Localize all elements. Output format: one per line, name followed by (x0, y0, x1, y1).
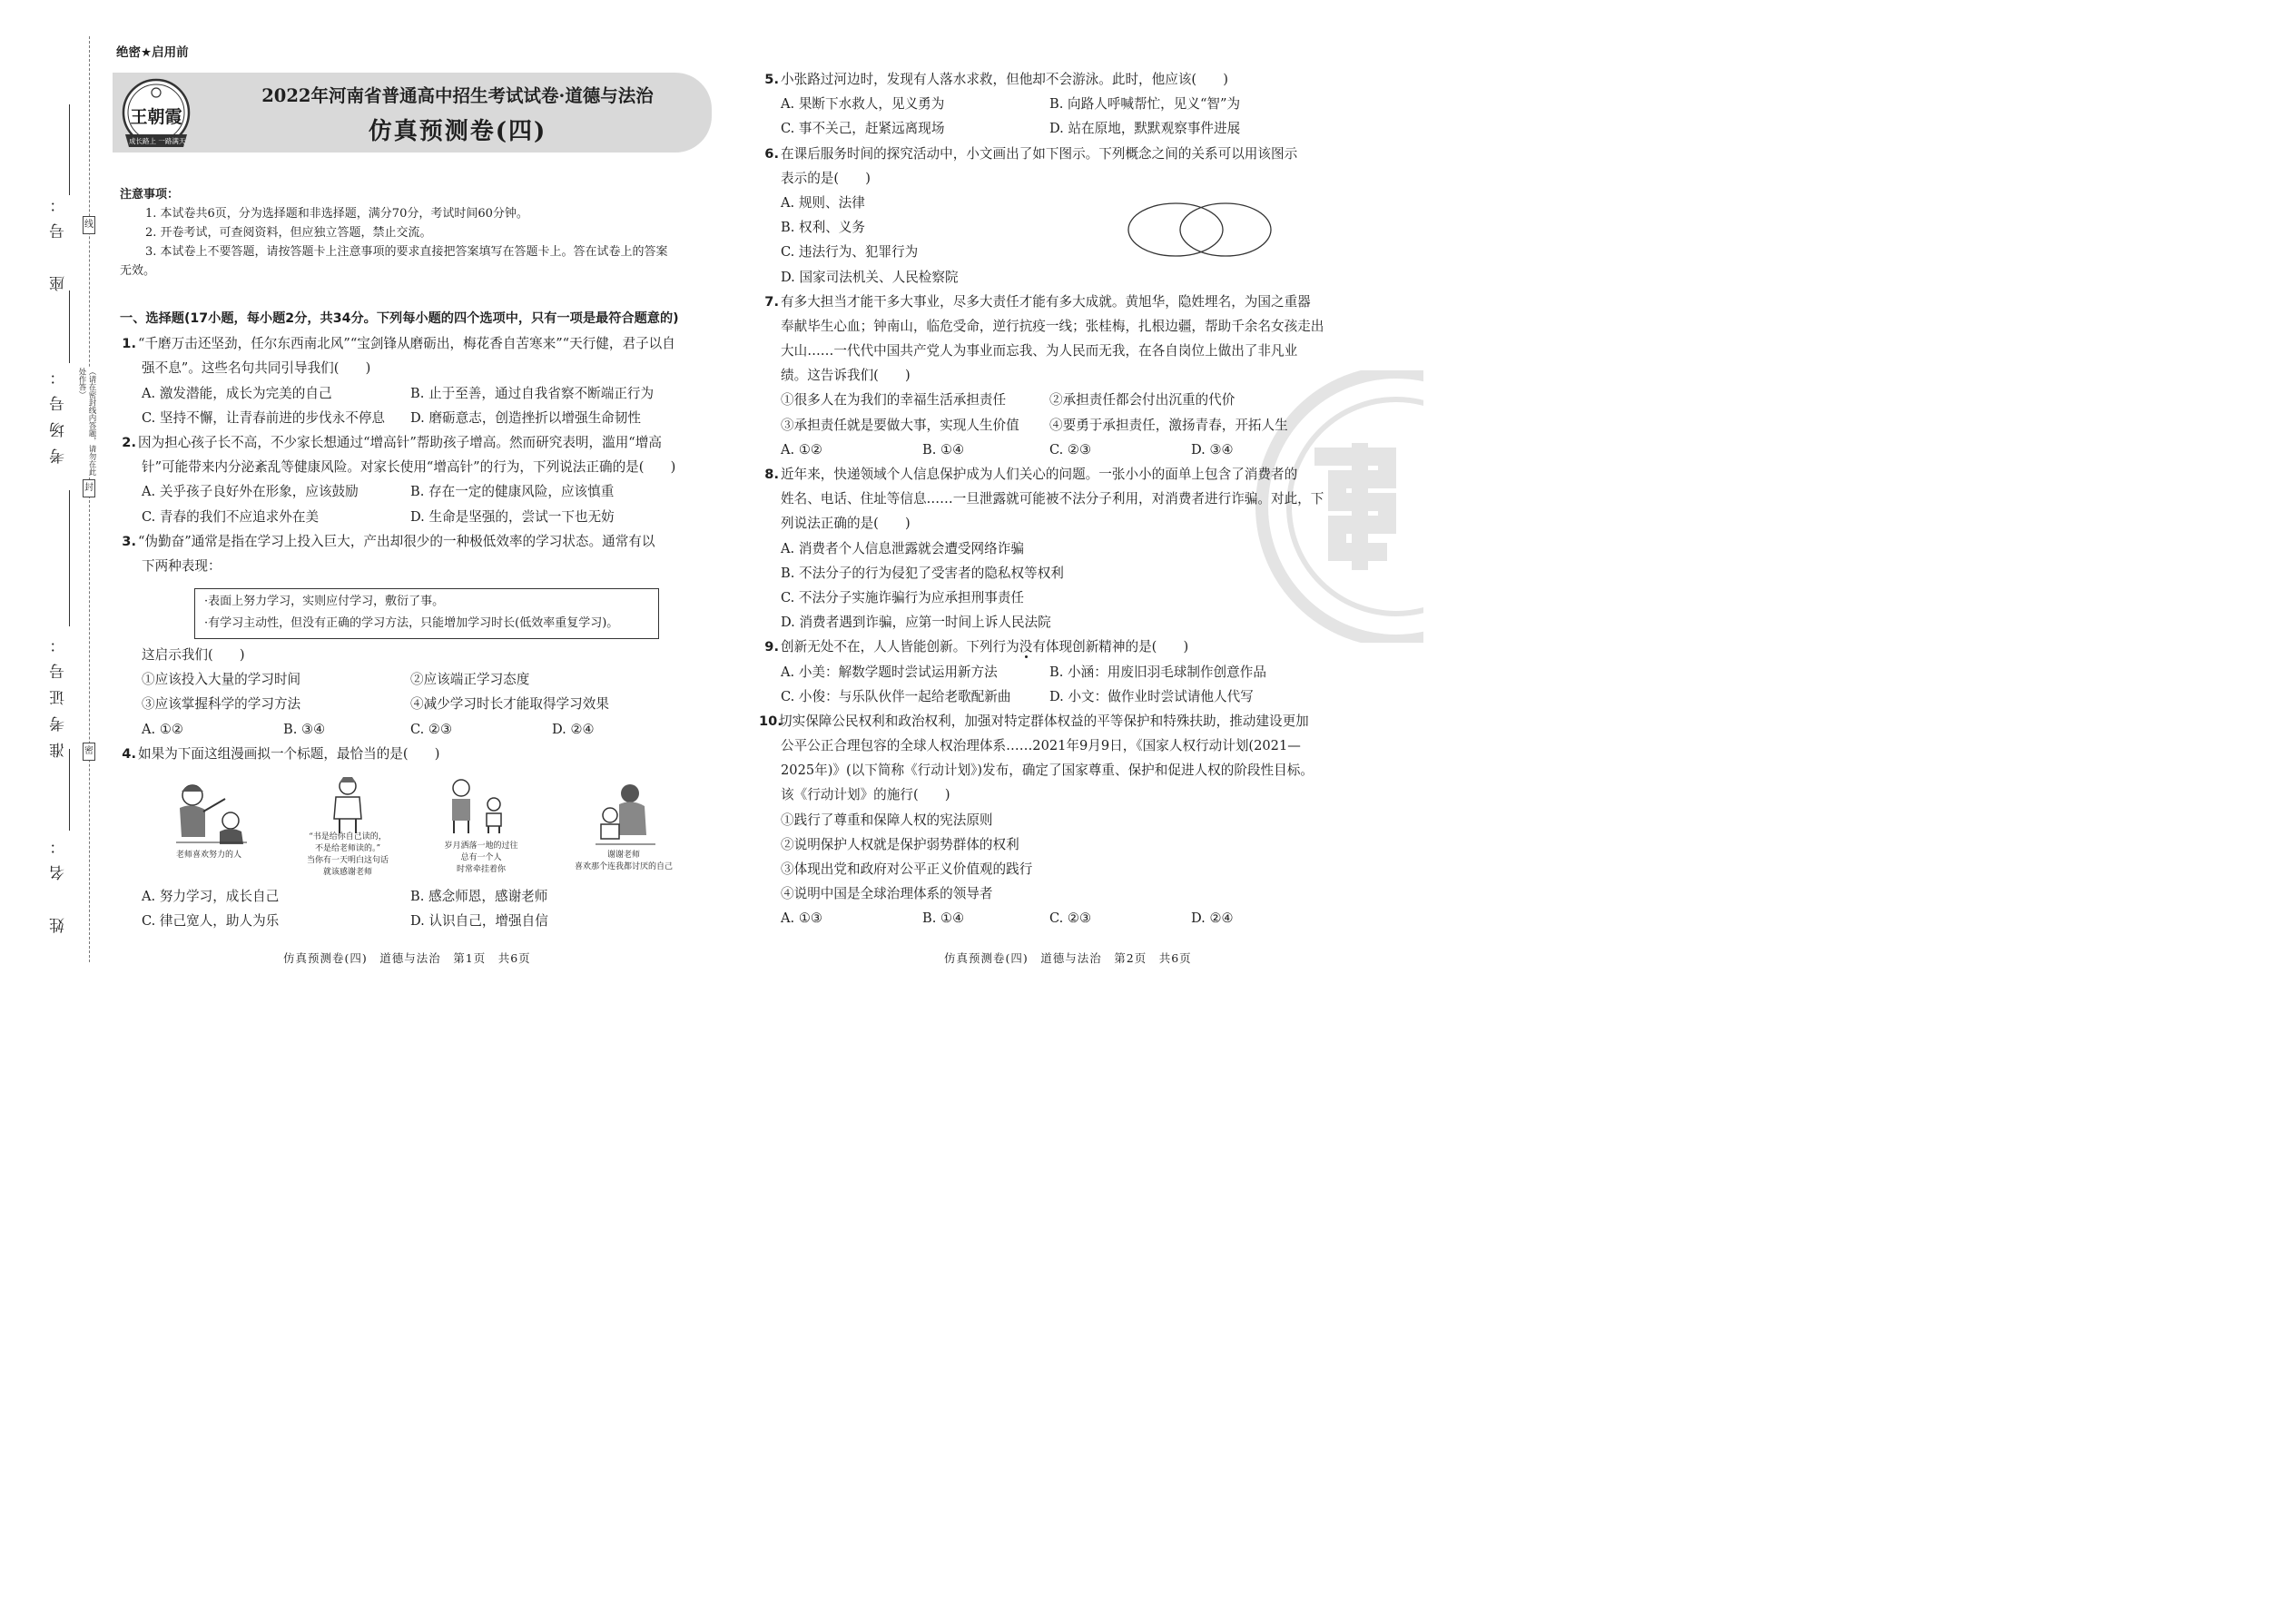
q10-statement-3: ③体现出党和政府对公平正义价值观的践行 (781, 861, 1033, 877)
q7-statement-4: ④要勇于承担责任，激扬青春，开拓人生 (1049, 417, 1288, 433)
q10-option-c[interactable]: C. ②③ (1049, 910, 1092, 927)
room-label: 考场号： (50, 359, 68, 464)
q4-options (120, 884, 719, 933)
q8-option-b[interactable]: B. 不法分子的行为侵犯了受害者的隐私权等权利 (781, 565, 1064, 581)
q7-number: 7. (764, 293, 779, 310)
q7-option-d[interactable]: D. ③④ (1191, 441, 1234, 458)
note-item: 无效。 (120, 264, 156, 278)
q6-option-d[interactable]: D. 国家司法机关、人民检察院 (781, 269, 959, 285)
q2-option-a[interactable]: A. 关乎孩子良好外在形象，应该鼓励 (142, 484, 359, 500)
comic-caption-2-line: 当你有一天明白这句话 (306, 856, 389, 865)
q9-option-c[interactable]: C. 小俊：与乐队伙伴一起给老歌配新曲 (781, 688, 1011, 704)
q3-statement-2: ②应该端正学习态度 (410, 672, 530, 688)
name-label: 姓 名： (50, 828, 68, 933)
q4-stem: 如果为下面这组漫画拟一个标题，最恰当的是( ) (138, 745, 440, 762)
q8-option-d[interactable]: D. 消费者遇到诈骗，应第一时间上诉人民法院 (781, 615, 1051, 631)
q7-stem: 有多大担当才能干多大事业，尽多大责任才能有多大成就。黄旭华，隐姓埋名，为国之重器 (781, 293, 1311, 310)
q10-number: 10. (759, 713, 783, 729)
exam-subtitle: 仿真预测卷(四) (368, 118, 547, 145)
q3-material-box (194, 588, 659, 639)
q3-statement-1: ①应该投入大量的学习时间 (142, 672, 301, 688)
question-4 (120, 742, 719, 766)
comic-panel-1-icon (169, 779, 251, 848)
binding-strip (0, 0, 107, 1008)
question-2 (120, 430, 719, 455)
q8-stem: 近年来，快递领域个人信息保护成为人们关心的问题。一张小小的面单上包含了消费者的 (781, 467, 1298, 482)
q7-statement-3: ③承担责任就是要做大事，实现人生价值 (781, 417, 1019, 433)
q6-option-c[interactable]: C. 违法行为、犯罪行为 (781, 244, 919, 261)
q6-stem-cont: 表示的是( ) (781, 170, 871, 186)
q9-stem: 创新无处不在，人人皆能创新。下列行为 (781, 639, 1019, 655)
seat-label: 座 号： (50, 186, 68, 291)
q10-stem-cont: 公平公正合理包容的全球人权治理体系……2021年9月9日，《国家人权行动计划(2021— (781, 738, 1301, 754)
q3-statement-4: ④减少学习时长才能取得学习效果 (410, 696, 609, 713)
q10-stem: 切实保障公民权利和政治权利，加强对特定群体权益的平等保护和特殊扶助，推动建设更加 (779, 713, 1309, 729)
q8-stem-cont: 姓名、电话、住址等信息……一旦泄露就可能被不法分子利用，对消费者进行诈骗。对此，下 (781, 491, 1324, 507)
q4-option-b[interactable]: B. 感念师恩，感谢老师 (410, 889, 548, 904)
q3-prompt: 这启示我们( ) (142, 647, 245, 663)
comic-caption-4-line: 喜欢那个连我都讨厌的自己 (574, 862, 673, 871)
q8-option-c[interactable]: C. 不法分子实施诈骗行为应承担刑事责任 (781, 589, 1025, 605)
question-3 (120, 529, 719, 554)
q1-stem: “千磨万击还坚劲，任尔东西南北风”“宝剑锋从磨砺出，梅花香自苦寒来”“天行健，君子以自 (138, 336, 675, 352)
q4-option-c[interactable]: C. 律己宽人，助人为乐 (142, 913, 280, 930)
q2-number: 2. (122, 434, 136, 450)
q6-option-b[interactable]: B. 权利、义务 (781, 220, 865, 236)
notes-title: 注意事项： (120, 188, 180, 202)
q7-option-b[interactable]: B. ①④ (922, 441, 965, 458)
q3-box-line: ·有学习主动性，但没有正确的学习方法，只能增加学习时长(低效率重复学习)。 (204, 616, 619, 630)
logo-motto: 成长路上 一路满天 (129, 137, 186, 145)
q8-number: 8. (764, 467, 779, 482)
q6-stem: 在课后服务时间的探究活动中，小文画出了如下图示。下列概念之间的关系可以用该图示 (781, 145, 1298, 162)
footer-right: 仿真预测卷(四) 道德与法治 第2页 共6页 (944, 951, 1192, 965)
publisher-logo (118, 76, 194, 153)
q5-option-d[interactable]: D. 站在原地，默默观察事件进展 (1049, 121, 1241, 137)
q9-option-d[interactable]: D. 小文：做作业时尝试请他人代写 (1049, 688, 1254, 704)
q10-option-d[interactable]: D. ②④ (1191, 910, 1234, 927)
q1-option-d[interactable]: D. 磨砺意志，创造挫折以增强生命韧性 (410, 409, 641, 426)
comic-panel-3-icon (443, 775, 516, 835)
comic-caption-2 (289, 832, 407, 879)
ticket-field[interactable] (69, 490, 70, 626)
q3-stem-cont: 下两种表现： (142, 557, 222, 574)
q5-option-a[interactable]: A. 果断下水救人，见义勇为 (781, 96, 945, 113)
comic-caption-3-line: 岁月洒落一地的过往 (444, 842, 518, 851)
q9-number: 9. (764, 639, 779, 655)
q8-stem-cont: 列说法正确的是( ) (781, 516, 911, 532)
binding-note: （请在密封线内答题，请勿在此处作答） (77, 368, 96, 476)
q4-option-a[interactable]: A. 努力学习，成长自己 (142, 889, 280, 904)
q5-option-b[interactable]: B. 向路人呼喊帮忙，见义“智”为 (1049, 96, 1241, 113)
q7-stem-cont: 大山……一代代中国共产党人为事业而忘我、为人民而无我，在各自岗位上做出了非凡业 (781, 343, 1298, 359)
q9-stem-end: 有体现创新精神的是( ) (1032, 639, 1189, 655)
q3-option-c[interactable]: C. ②③ (410, 721, 453, 737)
q5-option-c[interactable]: C. 事不关己，赶紧远离现场 (781, 121, 945, 137)
q4-option-d[interactable]: D. 认识自己，增强自信 (410, 913, 548, 930)
left-column-lower (120, 643, 719, 766)
comic-caption-3-line: 总有一个人 (460, 853, 502, 862)
q2-stem-cont: 针”可能带来内分泌紊乱等健康风险。对家长使用“增高针”的行为，下列说法正确的是( ) (142, 459, 676, 476)
logo-name: 王朝霞 (130, 107, 182, 127)
footer-left: 仿真预测卷(四) 道德与法治 第1页 共6页 (283, 951, 531, 965)
q3-number: 3. (122, 533, 136, 549)
q8-option-a[interactable]: A. 消费者个人信息泄露就会遭受网络诈骗 (781, 540, 1024, 556)
q1-number: 1. (122, 336, 136, 352)
q3-statement-3: ③应该掌握科学的学习方法 (142, 696, 301, 713)
q1-option-c[interactable]: C. 坚持不懈，让青春前进的步伐永不停息 (142, 409, 386, 426)
left-column (120, 307, 719, 578)
notes-block (120, 185, 719, 281)
q1-stem-cont: 强不息”。这些名句共同引导我们( ) (142, 360, 371, 377)
q10-option-a[interactable]: A. ①③ (781, 910, 822, 927)
note-item: 2. 开卷考试，可查阅资料，但应独立答题，禁止交流。 (145, 226, 432, 240)
room-field[interactable] (69, 290, 70, 363)
q2-stem: 因为担心孩子长不高，不少家长想通过“增高针”帮助孩子增高。然而研究表明，滥用“增高 (138, 434, 662, 450)
q7-stem-cont: 绩。这告诉我们( ) (781, 368, 911, 384)
q9-option-b[interactable]: B. 小涵：用废旧羽毛球制作创意作品 (1049, 664, 1266, 680)
mark-bind: 密 (83, 743, 95, 761)
ticket-label: 准考证号： (50, 626, 68, 758)
q10-option-b[interactable]: B. ①④ (922, 910, 965, 927)
q3-box-line: ·表面上努力学习，实则应付学习，敷衍了事。 (204, 595, 445, 608)
q6-number: 6. (764, 145, 779, 162)
q3-option-a[interactable]: A. ①② (142, 721, 183, 737)
q5-number: 5. (764, 72, 779, 87)
q3-option-d[interactable]: D. ②④ (552, 721, 595, 737)
comic-caption-3 (427, 841, 536, 876)
q9-emphasis: 没 (1019, 639, 1033, 655)
note-item: 3. 本试卷上不要答题，请按答题卡上注意事项的要求直接把答案填写在答题卡上。答在试卷上的答案 (145, 245, 668, 259)
q1-option-b[interactable]: B. 止于至善，通过自我省察不断端正行为 (410, 385, 655, 401)
q3-option-b[interactable]: B. ③④ (283, 721, 326, 737)
venn-left-ellipse (1128, 203, 1223, 256)
comic-panel-4-icon (592, 779, 657, 848)
comic-caption-3-line: 时常牵挂着你 (456, 865, 506, 874)
seal-dashed-line (89, 36, 90, 962)
secret-tag: 绝密★启用前 (116, 45, 189, 60)
q6-option-a[interactable]: A. 规则、法律 (781, 194, 865, 211)
mark-line: 线 (83, 216, 95, 234)
q1-option-a[interactable]: A. 激发潜能，成长为完美的自己 (142, 385, 332, 401)
q7-statement-2: ②承担责任都会付出沉重的代价 (1049, 392, 1236, 408)
exam-title: 2022年河南省普通高中招生考试试卷·道德与法治 (261, 85, 654, 106)
q7-option-c[interactable]: C. ②③ (1049, 441, 1092, 458)
q3-stem: “伪勤奋”通常是指在学习上投入巨大，产出却很少的一种极低效率的学习状态。通常有以 (138, 533, 655, 549)
comic-caption-4-line: 谢谢老师 (606, 851, 640, 860)
q10-statement-1: ①践行了尊重和保障人权的宪法原则 (781, 812, 993, 828)
seat-field[interactable] (69, 104, 70, 195)
right-column (759, 67, 1362, 931)
note-item: 1. 本试卷共6页，分为选择题和非选择题，满分70分，考试时间60分钟。 (145, 207, 528, 221)
section-title: 一、选择题(17小题，每小题2分，共34分。下列每小题的四个选项中，只有一项是最符合题意的) (120, 311, 679, 326)
name-field[interactable] (69, 749, 70, 831)
comic-caption-2-line: 不是给老师读的。” (314, 844, 381, 853)
comic-caption-2-line: 就该感谢老师 (322, 868, 372, 877)
venn-right-ellipse (1180, 203, 1271, 256)
q4-number: 4. (122, 745, 136, 762)
q2-option-c[interactable]: C. 青春的我们不应追求外在美 (142, 508, 320, 525)
comic-panel-2-icon (325, 775, 370, 835)
q7-option-a[interactable]: A. ①② (781, 441, 822, 458)
q10-statement-2: ②说明保护人权就是保护弱势群体的权利 (781, 836, 1019, 852)
comic-caption-1: 老师喜欢努力的人 (175, 851, 241, 860)
q7-statement-1: ①很多人在为我们的幸福生活承担责任 (781, 392, 1007, 408)
q9-option-a[interactable]: A. 小美：解数学题时尝试运用新方法 (781, 664, 998, 680)
q2-option-d[interactable]: D. 生命是坚强的，尝试一下也无妨 (410, 508, 615, 525)
comic-caption-4 (556, 850, 692, 873)
q2-option-b[interactable]: B. 存在一定的健康风险，应该慎重 (410, 484, 615, 500)
venn-diagram (1124, 200, 1275, 260)
mark-seal: 封 (83, 479, 95, 497)
q10-stem-cont: 该《行动计划》的施行( ) (781, 787, 950, 803)
q10-stem-cont: 2025年)》(以下简称《行动计划》)发布，确定了国家尊重、保护和促进人权的阶段性目标。 (781, 763, 1314, 779)
q5-stem: 小张路过河边时，发现有人落水求救，但他却不会游泳。此时，他应该( ) (781, 72, 1228, 87)
q10-statement-4: ④说明中国是全球治理体系的领导者 (781, 886, 993, 902)
comic-caption-2-line: “书是给你自己读的， (309, 832, 387, 842)
q7-stem-cont: 奉献毕生心血；钟南山，临危受命，逆行抗疫一线；张桂梅，扎根边疆，帮助千余名女孩走出 (781, 318, 1324, 334)
question-1 (120, 331, 719, 356)
